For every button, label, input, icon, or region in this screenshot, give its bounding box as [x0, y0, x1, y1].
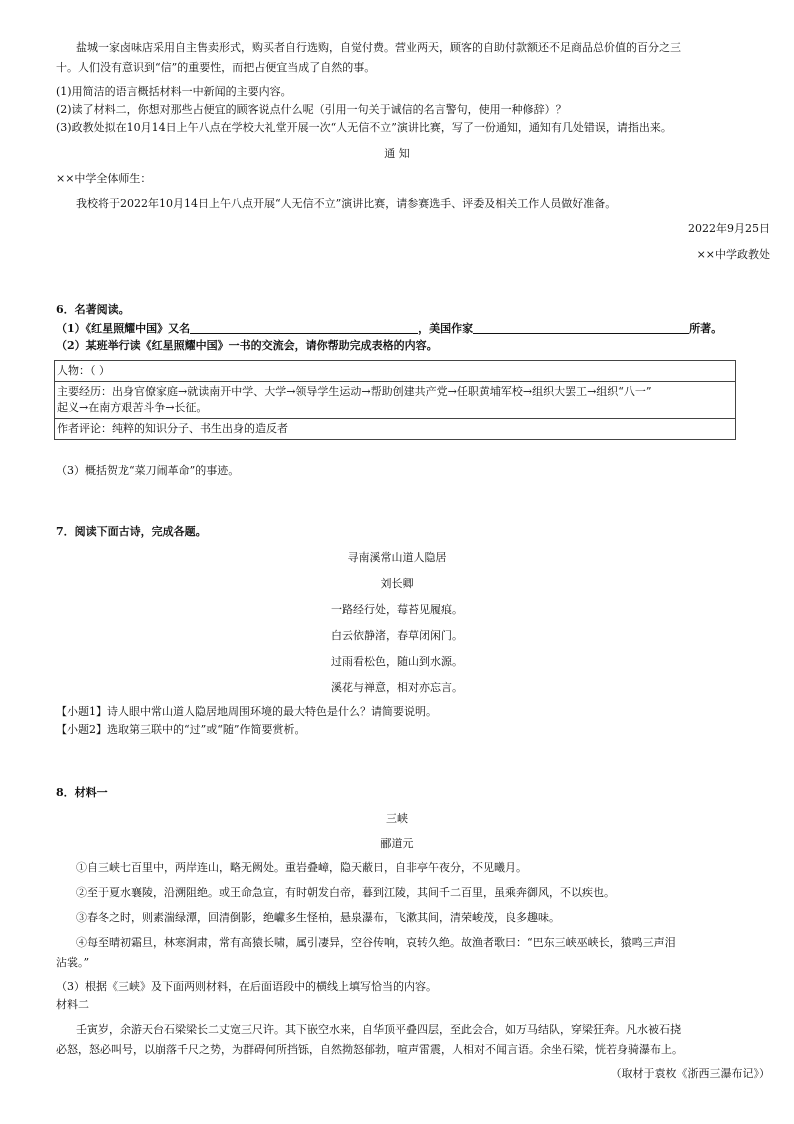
poem-line: 过雨看松色，随山到水源。: [331, 655, 463, 668]
experience-cell: 主要经历：出身官僚家庭→就读南开中学、大学→领导学生运动→帮助创建共产党→任职黄埔军校→组织大罢工→组织“八一” 起义→在南方艰苦斗争→长征。: [55, 382, 736, 419]
table-row: [55, 419, 736, 440]
comment-cell: 作者评论：纯粹的知识分子、书生出身的造反者: [55, 419, 736, 440]
essay-paragraph-1: ①自三峡七百里中，两岸连山，略无阙处。重岩叠嶂，隐天蔽日，自非亭午夜分，不见曦月。: [76, 861, 527, 874]
essay-paragraph-4: ④每至晴初霜旦，林寒涧肃，常有高猿长啸，属引凄异，空谷传响，哀转久绝。故渔者歌曰：“巴东三峡巫峡长，猿鸣三声泪: [76, 936, 676, 949]
material-paragraph-cont: 十。人们没有意识到“信”的重要性，而把占便宜当成了自然的事。: [56, 61, 376, 74]
essay-paragraph-2: ②至于夏水襄陵，沿溯阻绝。或王命急宣，有时朝发白帝，暮到江陵，其间千二百里，虽乘奔御风，不以疾也。: [76, 886, 615, 899]
question-2: (2)读了材料二，你想对那些占便宜的顾客说点什么呢（引用一句关于诚信的名言警句，使用一种修辞）？: [56, 103, 567, 116]
material-paragraph: 盐城一家卤味店采用自主售卖形式，购买者自行选购，自觉付费。营业两天，顾客的自助付款额还不足商品总价值的百分之三: [76, 41, 681, 54]
info-table: [54, 360, 736, 440]
essay-paragraph-3: ③春冬之时，则素湍绿潭，回清倒影，绝巘多生怪柏，悬泉瀑布，飞漱其间，清荣峻茂，良多趣味。: [76, 911, 560, 924]
notice-signer: ××中学政教处: [696, 248, 770, 261]
poem-line: 一路经行处，莓苔见履痕。: [331, 603, 463, 616]
question-1: (1)用简洁的语言概括材料一中新闻的主要内容。: [56, 85, 292, 98]
q6-sub2: （2）某班举行读《红星照耀中国》一书的交流会，请你帮助完成表格的内容。: [56, 339, 438, 352]
q8-sub3: （3）根据《三峡》及下面两则材料，在后面语段中的横线上填写恰当的内容。: [56, 980, 437, 993]
answer-blank[interactable]: [190, 322, 418, 334]
poem-author: 刘长卿: [380, 577, 414, 590]
q7-sub2: 【小题2】选取第三联中的“过”或“随”作简要赏析。: [56, 723, 306, 736]
q7-heading: 7．阅读下面古诗，完成各题。: [56, 525, 207, 538]
q6-heading: 6．名著阅读。: [56, 303, 130, 316]
q6-sub3: （3）概括贺龙“菜刀闹革命”的事迹。: [56, 464, 240, 477]
table-row: [55, 361, 736, 382]
material-2-source: （取材于袁枚《浙西三瀑布记》）: [610, 1067, 770, 1080]
notice-title: 通 知: [384, 147, 410, 160]
table-row: [55, 382, 736, 419]
essay-title: 三峡: [386, 812, 408, 825]
poem-line: 白云依静渚，春草闭闲门。: [331, 629, 463, 642]
poem-line: 溪花与禅意，相对亦忘言。: [331, 681, 463, 694]
material-2-label: 材料二: [56, 998, 89, 1011]
person-cell[interactable]: 人物：（ ）: [55, 361, 736, 382]
poem-title: 寻南溪常山道人隐居: [347, 551, 447, 564]
answer-blank[interactable]: [473, 322, 689, 334]
notice-date: 2022年9月25日: [688, 222, 770, 235]
material-2-text-cont: 必怒，怒必叫号，以崩落千尺之势，为群碍何所挡铄，自然拗怒郁勃，喧声雷震，人相对不闻言语。余坐石梁，恍若身骑瀑布上。: [56, 1043, 683, 1056]
q8-heading: 8．材料一: [56, 786, 108, 799]
q7-sub1: 【小题1】诗人眼中常山道人隐居地周围环境的最大特色是什么？请简要说明。: [56, 705, 437, 718]
notice-salutation: ××中学全体师生：: [56, 172, 152, 185]
notice-body: 我校将于2022年10月14日上午八点开展“人无信不立”演讲比赛，请参赛选手、评委及相关工作人员做好准备。: [76, 197, 617, 210]
question-3: (3)政教处拟在10月14日上午八点在学校大礼堂开展一次“人无信不立”演讲比赛，写了一份通知，通知有几处错误，请指出来。: [56, 121, 672, 134]
essay-paragraph-4-cont: 沾裳。”: [56, 956, 90, 969]
q6-sub1: （1）《红星照耀中国》又名 ，美国作家 所著。: [56, 322, 723, 335]
material-2-text: 壬寅岁，余游天台石梁梁长二丈宽三尺许。其下嵌空水来，自华顶平叠四层，至此会合，如万马结队，穿梁狂奔。凡水被石挠: [76, 1023, 681, 1036]
essay-author: 郦道元: [380, 837, 414, 850]
